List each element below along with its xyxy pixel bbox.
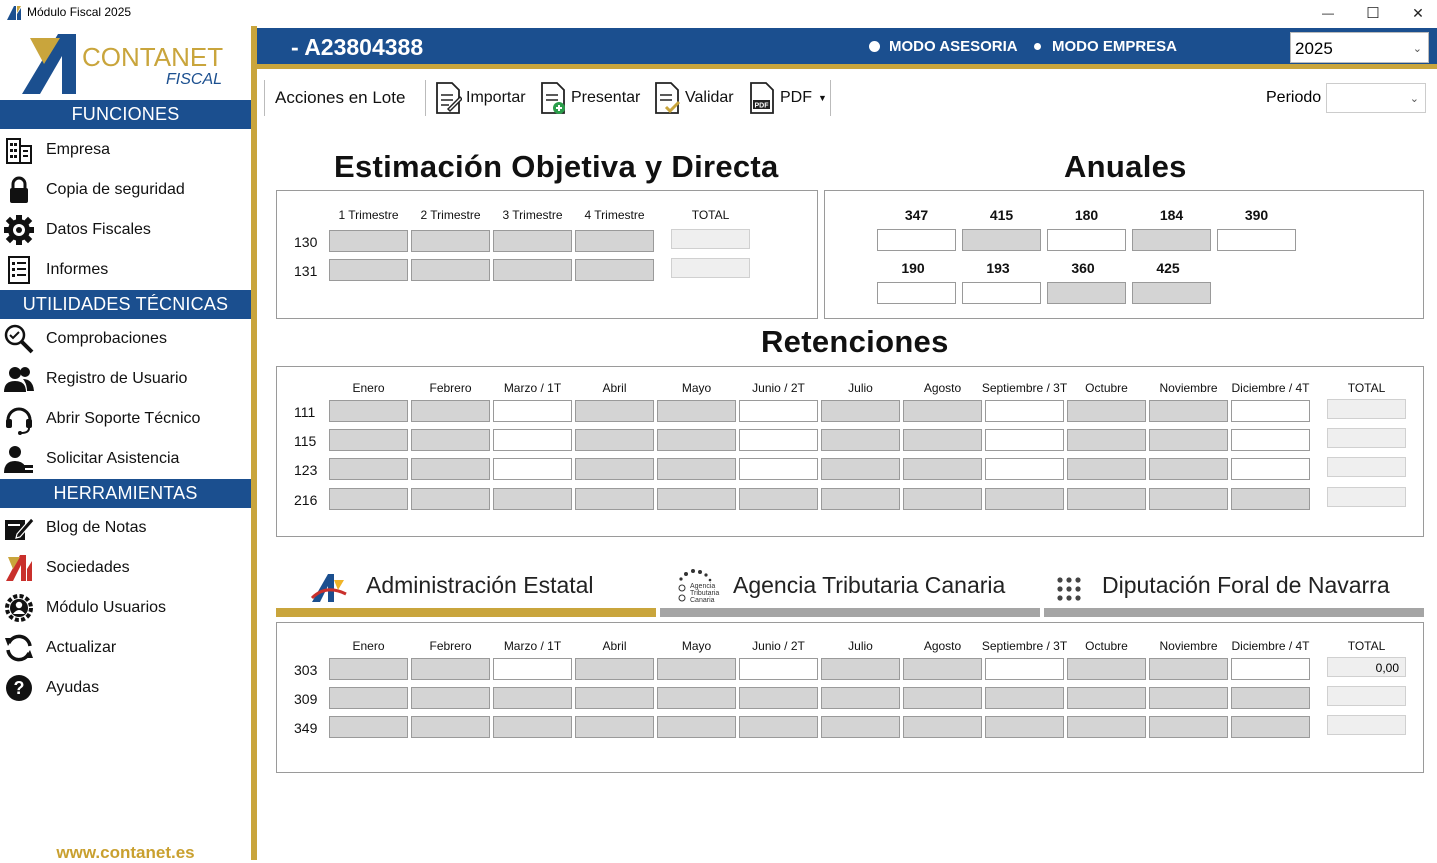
month-header: Noviembre: [1159, 381, 1218, 395]
quarter-cell: [575, 259, 654, 281]
sidebar-item-informes[interactable]: [0, 252, 251, 288]
sidebar-item-label: Registro de Usuario: [46, 370, 188, 387]
month-header: Diciembre / 4T: [1231, 381, 1310, 395]
sidebar-item-label: Blog de Notas: [46, 519, 147, 536]
quarter-cell: [493, 259, 572, 281]
month-cell: [1067, 400, 1146, 422]
anuales-title: Anuales: [1064, 149, 1187, 184]
tab-indicator: [660, 608, 1040, 617]
total-cell: [1327, 428, 1406, 448]
month-cell: [821, 458, 900, 480]
month-cell: [1149, 400, 1228, 422]
annual-model-label: 184: [1159, 207, 1184, 223]
annual-field: [1132, 229, 1211, 251]
annual-model-label: 190: [901, 260, 925, 276]
month-cell: [411, 716, 490, 738]
quarter-cell: [493, 230, 572, 252]
total-cell: [1327, 457, 1406, 477]
svg-text:CONTANET: CONTANET: [82, 42, 224, 72]
periodo-select[interactable]: [1326, 83, 1426, 113]
month-cell: [329, 488, 408, 510]
month-cell: [329, 658, 408, 680]
sidebar-item-copia-seguridad[interactable]: [0, 172, 251, 208]
month-cell: [493, 687, 572, 709]
month-cell: [411, 488, 490, 510]
month-cell[interactable]: [1231, 458, 1310, 480]
month-cell: [575, 687, 654, 709]
month-cell: [1067, 488, 1146, 510]
month-cell: [739, 488, 818, 510]
month-header: Febrero: [429, 381, 472, 395]
sidebar-item-label: Datos Fiscales: [46, 221, 151, 238]
month-cell: [903, 458, 982, 480]
month-cell[interactable]: [739, 458, 818, 480]
row-model-label: 130: [294, 234, 318, 250]
total-header: TOTAL: [1347, 639, 1386, 653]
total-header: TOTAL: [691, 208, 730, 222]
month-header: Mayo: [681, 381, 712, 395]
sidebar-item-datos-fiscales[interactable]: [0, 212, 251, 248]
month-cell: [329, 429, 408, 451]
total-header: TOTAL: [1347, 381, 1386, 395]
window-title: Módulo Fiscal 2025: [27, 5, 132, 19]
help-icon: [2, 672, 36, 704]
atc-logo-icon: [674, 568, 722, 608]
present-label: Presentar: [571, 89, 641, 106]
month-cell: [1067, 458, 1146, 480]
website-link[interactable]: www.contanet.es: [56, 843, 195, 862]
svg-text:FISCAL: FISCAL: [166, 71, 223, 88]
header-underline: [257, 64, 1437, 69]
tab-administracion-estatal[interactable]: [276, 562, 656, 617]
tab-indicator: [1044, 608, 1424, 617]
month-header: Diciembre / 4T: [1231, 639, 1310, 653]
month-cell: [575, 458, 654, 480]
month-cell: [1231, 687, 1310, 709]
month-cell[interactable]: [1231, 400, 1310, 422]
month-header: Septiembre / 3T: [981, 639, 1068, 653]
quarter-cell: [411, 259, 490, 281]
sidebar-item-comprobaciones[interactable]: [0, 321, 251, 357]
month-cell: [903, 488, 982, 510]
month-cell: [657, 400, 736, 422]
radio-modo-asesoria[interactable]: [869, 38, 1018, 55]
month-cell: [903, 687, 982, 709]
toolbar: [264, 78, 1434, 118]
annual-field: [1047, 282, 1126, 304]
import-doc-icon: [434, 81, 462, 115]
lock-icon: [2, 174, 36, 206]
total-cell: [671, 258, 750, 278]
sidebar-item-ayudas[interactable]: [0, 670, 251, 706]
month-cell: [821, 429, 900, 451]
sidebar-divider: [251, 26, 257, 860]
annual-model-label: 180: [1074, 207, 1099, 223]
column-header: 4 Trimestre: [584, 208, 645, 222]
month-cell: [657, 429, 736, 451]
svg-text:Agencia: Agencia: [690, 583, 716, 590]
section-utilidades: UTILIDADES TÉCNICAS: [0, 290, 251, 319]
month-header: Octubre: [1085, 381, 1128, 395]
month-cell: [1067, 658, 1146, 680]
radio-label: MODO ASESORIA: [889, 38, 1018, 55]
month-cell[interactable]: [739, 429, 818, 451]
annual-field[interactable]: [962, 282, 1041, 304]
year-value: 2025: [1295, 39, 1333, 58]
caret-down-icon: ▼: [818, 93, 827, 103]
magnifier-icon: [2, 323, 36, 355]
month-cell: [493, 716, 572, 738]
annual-model-label: 193: [986, 260, 1010, 276]
toolbar-separator: [425, 80, 426, 116]
month-cell: [821, 687, 900, 709]
month-cell: [821, 488, 900, 510]
quarter-cell: [329, 259, 408, 281]
month-header: Octubre: [1085, 639, 1128, 653]
quarter-cell: [411, 230, 490, 252]
month-cell: [821, 716, 900, 738]
total-cell: [1327, 399, 1406, 419]
validate-doc-icon: [653, 81, 681, 115]
section-herramientas: HERRAMIENTAS: [0, 479, 251, 508]
month-cell: [575, 400, 654, 422]
company-logo-icon: [2, 552, 36, 584]
navarra-dots-icon: [1056, 576, 1082, 602]
month-cell: [985, 687, 1064, 709]
pdf-doc-icon: [748, 81, 776, 115]
month-cell: [329, 687, 408, 709]
radio-unselected-icon: [869, 41, 880, 52]
month-cell[interactable]: [1231, 658, 1310, 680]
maximize-icon: ☐: [1366, 5, 1380, 22]
tab-label: Diputación Foral de Navarra: [1102, 572, 1390, 598]
annual-model-label: 347: [904, 207, 929, 223]
retenciones-title: Retenciones: [761, 324, 949, 359]
app-logo-icon: [6, 5, 22, 21]
month-cell: [903, 429, 982, 451]
present-button[interactable]: [539, 78, 640, 118]
column-header: 2 Trimestre: [420, 208, 481, 222]
month-cell: [1149, 687, 1228, 709]
sidebar-item-label: Sociedades: [46, 559, 130, 576]
sidebar-item-sociedades[interactable]: [0, 550, 251, 586]
company-code: - A23804388: [291, 34, 424, 60]
sidebar-item-label: Solicitar Asistencia: [46, 450, 180, 467]
close-icon: ✕: [1412, 4, 1424, 21]
month-cell: [575, 716, 654, 738]
sidebar-item-label: Informes: [46, 261, 109, 278]
annual-field[interactable]: [1217, 229, 1296, 251]
month-cell: [1149, 658, 1228, 680]
tab-label: Agencia Tributaria Canaria: [733, 572, 1006, 598]
month-cell: [657, 658, 736, 680]
contanet-logo: [20, 32, 232, 96]
sidebar-item-label: Empresa: [46, 141, 111, 158]
sidebar-item-label: Módulo Usuarios: [46, 599, 167, 616]
month-cell: [903, 716, 982, 738]
quarter-cell: [329, 230, 408, 252]
toolbar-separator: [264, 80, 265, 116]
month-cell: [821, 400, 900, 422]
month-header: Julio: [848, 381, 873, 395]
column-header: 1 Trimestre: [338, 208, 399, 222]
month-cell[interactable]: [493, 458, 572, 480]
annual-field: [1132, 282, 1211, 304]
month-header: Junio / 2T: [752, 639, 805, 653]
month-cell: [1067, 716, 1146, 738]
row-model-label: 111: [294, 404, 316, 420]
month-cell[interactable]: [493, 429, 572, 451]
month-cell: [657, 687, 736, 709]
tab-indicator: [276, 608, 656, 617]
annual-model-label: 390: [1244, 207, 1269, 223]
total-cell: 0,00: [1327, 657, 1406, 677]
svg-text:PDF: PDF: [754, 102, 769, 110]
month-cell: [329, 458, 408, 480]
month-cell[interactable]: [985, 458, 1064, 480]
present-doc-icon: [539, 81, 567, 115]
user-help-icon: [2, 443, 36, 475]
pdf-dropdown-button[interactable]: [748, 78, 827, 118]
row-model-label: 131: [294, 263, 318, 279]
sidebar-item-label: Ayudas: [46, 679, 100, 696]
periodo-label: Periodo: [1266, 89, 1322, 106]
month-header: Enero: [352, 639, 385, 653]
month-header: Abril: [602, 381, 627, 395]
month-header: Mayo: [681, 639, 712, 653]
annual-model-label: 360: [1071, 260, 1095, 276]
chevron-down-icon: ⌄: [1412, 43, 1422, 55]
sidebar-item-blog-notas[interactable]: [0, 510, 251, 546]
sidebar-item-actualizar[interactable]: [0, 630, 251, 666]
year-select[interactable]: [1290, 32, 1429, 63]
row-model-label: 349: [294, 720, 318, 736]
month-cell: [329, 716, 408, 738]
month-cell[interactable]: [985, 400, 1064, 422]
annual-model-label: 425: [1156, 260, 1180, 276]
month-cell: [985, 488, 1064, 510]
sidebar: [0, 26, 251, 860]
row-model-label: 123: [294, 462, 318, 478]
aeat-logo-icon: [308, 572, 348, 606]
month-cell[interactable]: [1231, 429, 1310, 451]
row-model-label: 303: [294, 662, 318, 678]
sidebar-item-label: Actualizar: [46, 639, 117, 656]
month-cell: [1067, 687, 1146, 709]
sidebar-item-empresa[interactable]: [0, 132, 251, 168]
tab-diputacion-foral-navarra[interactable]: [1044, 562, 1424, 617]
month-cell: [1231, 716, 1310, 738]
sidebar-item-label: Comprobaciones: [46, 330, 167, 347]
headset-icon: [2, 403, 36, 435]
row-model-label: 309: [294, 691, 318, 707]
month-header: Marzo / 1T: [503, 381, 562, 395]
sidebar-item-modulo-usuarios[interactable]: [0, 590, 251, 626]
report-icon: [2, 254, 36, 286]
sidebar-item-solicitar-asistencia[interactable]: [0, 441, 251, 477]
month-header: Febrero: [429, 639, 472, 653]
month-header: Abril: [602, 639, 627, 653]
month-cell: [575, 658, 654, 680]
month-cell: [329, 400, 408, 422]
row-model-label: 216: [294, 492, 318, 508]
month-cell: [411, 658, 490, 680]
user-gear-icon: [2, 592, 36, 624]
refresh-icon: [2, 632, 36, 664]
pdf-label: PDF: [780, 89, 812, 106]
month-cell: [657, 458, 736, 480]
minimize-button[interactable]: [1305, 0, 1351, 26]
month-header: Agosto: [923, 639, 962, 653]
import-button[interactable]: [434, 78, 526, 118]
month-header: Agosto: [923, 381, 962, 395]
month-cell: [1067, 429, 1146, 451]
month-cell: [1149, 458, 1228, 480]
section-funciones: FUNCIONES: [0, 100, 251, 129]
sidebar-item-label: Copia de seguridad: [46, 181, 185, 198]
estimacion-title: Estimación Objetiva y Directa: [334, 149, 779, 184]
month-cell: [1149, 488, 1228, 510]
total-cell: [671, 229, 750, 249]
month-cell: [411, 458, 490, 480]
quarter-cell: [575, 230, 654, 252]
gear-icon: [2, 214, 36, 246]
month-header: Junio / 2T: [752, 381, 805, 395]
total-cell: [1327, 487, 1406, 507]
month-cell: [575, 429, 654, 451]
sidebar-item-registro-usuario[interactable]: [0, 361, 251, 397]
import-label: Importar: [466, 89, 526, 106]
column-header: 3 Trimestre: [502, 208, 563, 222]
annual-field: [962, 229, 1041, 251]
month-cell[interactable]: [985, 429, 1064, 451]
close-button[interactable]: [1395, 0, 1437, 26]
sidebar-item-soporte-tecnico[interactable]: [0, 401, 251, 437]
month-cell: [1149, 716, 1228, 738]
month-cell: [411, 400, 490, 422]
month-cell: [493, 488, 572, 510]
maximize-button[interactable]: [1350, 0, 1396, 26]
month-cell: [657, 716, 736, 738]
annual-field[interactable]: [877, 229, 956, 251]
month-cell: [739, 687, 818, 709]
month-cell[interactable]: [739, 658, 818, 680]
batch-actions-label: Acciones en Lote: [275, 88, 406, 107]
annual-model-label: 415: [989, 207, 1014, 223]
users-icon: [2, 363, 36, 395]
month-header: Julio: [848, 639, 873, 653]
svg-text:?: ?: [13, 678, 25, 698]
month-cell: [985, 716, 1064, 738]
month-cell: [411, 429, 490, 451]
month-cell: [575, 488, 654, 510]
month-cell: [903, 658, 982, 680]
svg-text:Canaria: Canaria: [690, 597, 715, 604]
month-header: Marzo / 1T: [503, 639, 562, 653]
chevron-down-icon: ⌄: [1409, 93, 1419, 105]
sidebar-item-label: Abrir Soporte Técnico: [46, 410, 201, 427]
note-pen-icon: [2, 512, 36, 544]
tab-label: Administración Estatal: [366, 572, 594, 598]
tab-agencia-tributaria-canaria[interactable]: [660, 562, 1040, 617]
window-titlebar: [0, 0, 1437, 26]
month-header: Noviembre: [1159, 639, 1218, 653]
month-cell[interactable]: [985, 658, 1064, 680]
building-icon: [2, 134, 36, 166]
month-cell: [903, 400, 982, 422]
radio-selected-icon: [1034, 43, 1041, 50]
month-cell: [1149, 429, 1228, 451]
total-cell: [1327, 715, 1406, 735]
month-cell: [657, 488, 736, 510]
month-header: Enero: [352, 381, 385, 395]
toolbar-separator: [830, 80, 831, 116]
radio-modo-empresa[interactable]: [1032, 38, 1177, 55]
month-cell: [739, 716, 818, 738]
minimize-icon: —: [1322, 6, 1334, 20]
annual-field[interactable]: [877, 282, 956, 304]
month-cell: [821, 658, 900, 680]
validate-button[interactable]: [653, 78, 734, 118]
month-cell[interactable]: [493, 400, 572, 422]
validate-label: Validar: [685, 89, 734, 106]
month-cell[interactable]: [739, 400, 818, 422]
total-cell: [1327, 686, 1406, 706]
month-cell: [411, 687, 490, 709]
row-model-label: 115: [294, 433, 317, 449]
month-cell[interactable]: [493, 658, 572, 680]
annual-field[interactable]: [1047, 229, 1126, 251]
header-bar: [257, 28, 1437, 64]
svg-text:Tributaria: Tributaria: [690, 590, 720, 597]
month-cell: [1231, 488, 1310, 510]
radio-label: MODO EMPRESA: [1052, 38, 1178, 55]
month-header: Septiembre / 3T: [981, 381, 1068, 395]
